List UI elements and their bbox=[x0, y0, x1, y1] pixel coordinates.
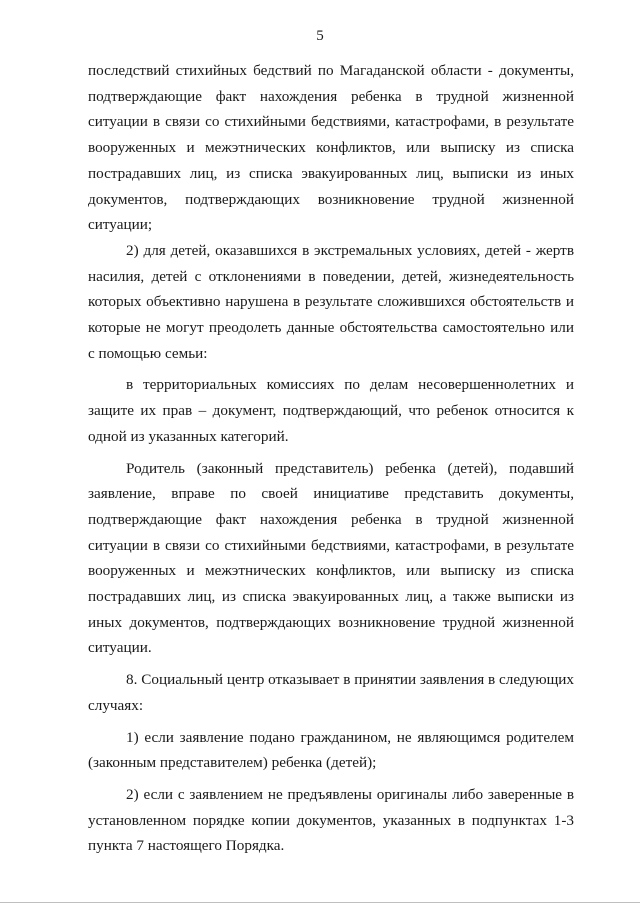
paragraph-refusal-2: 2) если с заявлением не предъявлены оригиналы либо заверенные в установленном порядке копии документов, указанных в подпунктах 1-3 пункта 7 настоящего Порядка. bbox=[88, 785, 574, 855]
paragraph-continuation: последствий стихийных бедствий по Магаданской области - документы, подтверждающие факт нахождения ребенка в трудной жизненной ситуации в связи со стихийными бедствиями, катастрофами, в результате вооруженных и межэтнических конфликтов, или выписку из списка пострадавших лиц, из списка эвакуированных лиц, выписки из иных документов, подтверждающих возникновение трудной жизненной ситуации; bbox=[88, 62, 574, 234]
paragraph-section-8: 8. Социальный центр отказывает в принятии заявления в следующих случаях: bbox=[88, 671, 574, 714]
page-number: 5 bbox=[316, 28, 324, 44]
paragraph-item-2: 2) для детей, оказавшихся в экстремальных условиях, детей - жертв насилия, детей с отклонениями в поведении, детей, жизнедеятельность которых объективно нарушена в результате сложившихся обстоятельств и которые не могут преодолеть данные обстоятельства самостоятельно или с помощью семьи: bbox=[88, 241, 574, 362]
document-body bbox=[88, 58, 574, 859]
bottom-border-line bbox=[0, 902, 640, 903]
paragraph-refusal-1: 1) если заявление подано гражданином, не являющимся родителем (законным представителем) ребенка (детей); bbox=[88, 728, 574, 772]
paragraph-commissions: в территориальных комиссиях по делам несовершеннолетних и защите их прав – документ, подтверждающий, что ребенок относится к одной из указанных категорий. bbox=[88, 376, 574, 445]
paragraph-parent-initiative: Родитель (законный представитель) ребенка (детей), подавший заявление, вправе по своей инициативе представить документы, подтверждающие факт нахождения ребенка в трудной жизненной ситуации в связи со стихийными бедствиями, катастрофами, в результате вооруженных и межэтнических конфликтов, или выписку из списка пострадавших лиц, из списка эвакуированных лиц, а также выписки из иных документов, подтверждающих возникновение трудной жизненной ситуации. bbox=[88, 459, 574, 657]
